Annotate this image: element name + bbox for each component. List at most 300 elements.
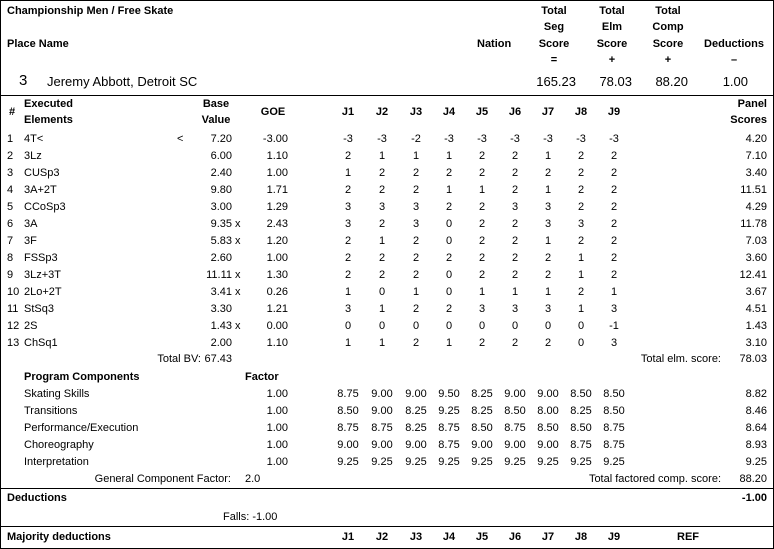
- element-name: 2S: [24, 320, 38, 332]
- component-name: Performance/Execution: [24, 422, 139, 434]
- component-judge-score: 9.25: [438, 405, 460, 417]
- element-judge-score: 0: [577, 337, 585, 349]
- element-judge-score: 2: [544, 269, 552, 281]
- element-bonus-flag: x: [235, 235, 241, 247]
- element-judge-score: 2: [511, 337, 519, 349]
- skater-segment-score: 165.23: [536, 74, 576, 89]
- majority-judge-1: J1: [341, 531, 355, 543]
- element-goe: 1.00: [266, 167, 288, 179]
- component-factor: 1.00: [266, 439, 288, 451]
- component-judge-score: 8.50: [603, 405, 625, 417]
- place-name-label: Place Name: [7, 38, 69, 50]
- element-judge-score: 3: [344, 218, 352, 230]
- judge-header-9: J9: [607, 106, 621, 118]
- total-bv-label: Total BV:: [157, 353, 201, 365]
- element-panel-score: 4.51: [745, 303, 767, 315]
- components-title: Program Components: [24, 371, 140, 383]
- element-judge-score: 3: [511, 201, 519, 213]
- element-number: 2: [7, 150, 14, 162]
- deductions-total: -1.00: [741, 492, 767, 504]
- component-judge-score: 8.50: [504, 405, 526, 417]
- component-name: Skating Skills: [24, 388, 90, 400]
- element-base-value: 11.11: [206, 269, 232, 281]
- element-judge-score: 2: [344, 184, 352, 196]
- component-judge-score: 8.50: [570, 422, 592, 434]
- element-judge-score: 0: [577, 320, 585, 332]
- element-judge-score: 0: [412, 320, 420, 332]
- element-number: 13: [7, 337, 20, 349]
- element-judge-score: 2: [610, 252, 618, 264]
- element-panel-score: 7.10: [745, 150, 767, 162]
- element-judge-score: -3: [343, 133, 353, 145]
- element-judge-score: 2: [412, 167, 420, 179]
- element-judge-score: 2: [344, 269, 352, 281]
- element-judge-score: -3: [609, 133, 619, 145]
- majority-ref-label: REF: [677, 531, 699, 543]
- element-judge-score: 1: [577, 269, 585, 281]
- element-bonus-flag: x: [235, 269, 241, 281]
- element-judge-score: 2: [577, 167, 585, 179]
- element-judge-score: 2: [412, 184, 420, 196]
- element-number: 5: [7, 201, 14, 213]
- element-name: 3A+2T: [24, 184, 57, 196]
- component-judge-score: 9.00: [405, 439, 427, 451]
- tes-label-2: Elm: [601, 21, 623, 33]
- element-judge-score: 1: [378, 235, 386, 247]
- element-number: 10: [7, 286, 20, 298]
- pcs-label-2: Comp: [652, 21, 684, 33]
- event-title: Championship Men / Free Skate: [7, 5, 174, 17]
- element-judge-score: 2: [577, 184, 585, 196]
- element-base-value: 9.80: [210, 184, 232, 196]
- element-judge-score: 3: [544, 201, 552, 213]
- element-judge-score: 3: [344, 303, 352, 315]
- component-judge-score: 9.25: [371, 456, 393, 468]
- element-panel-score: 12.41: [739, 269, 767, 281]
- element-judge-score: 1: [610, 286, 618, 298]
- component-judge-score: 9.00: [537, 439, 559, 451]
- element-bonus-flag: x: [235, 218, 241, 230]
- element-judge-score: 2: [511, 235, 519, 247]
- element-judge-score: 2: [378, 218, 386, 230]
- element-judge-score: 1: [344, 286, 352, 298]
- element-judge-score: 2: [610, 218, 618, 230]
- element-judge-score: 3: [577, 218, 585, 230]
- element-goe: 1.30: [266, 269, 288, 281]
- element-judge-score: 2: [577, 150, 585, 162]
- total-elm-value: 78.03: [739, 353, 767, 365]
- total-bv-value: 67.43: [204, 353, 232, 365]
- element-panel-score: 3.60: [745, 252, 767, 264]
- element-judge-score: 1: [378, 150, 386, 162]
- element-judge-score: 1: [544, 184, 552, 196]
- element-judge-score: 1: [445, 337, 453, 349]
- element-judge-score: 1: [544, 150, 552, 162]
- component-judge-score: 9.25: [570, 456, 592, 468]
- element-judge-score: 1: [577, 252, 585, 264]
- element-base-value: 9.35: [210, 218, 232, 230]
- col-executed-label-2: Elements: [24, 114, 73, 126]
- component-name: Transitions: [24, 405, 78, 417]
- deductions-divider-bottom: [1, 526, 774, 527]
- element-judge-score: 1: [412, 150, 420, 162]
- component-judge-score: 9.00: [371, 439, 393, 451]
- component-judge-score: 8.25: [471, 388, 493, 400]
- element-judge-score: -2: [411, 133, 421, 145]
- element-goe: 1.21: [266, 303, 288, 315]
- component-panel-score: 8.82: [745, 388, 767, 400]
- element-judge-score: 1: [378, 337, 386, 349]
- pcs-label-1: Total: [655, 5, 681, 17]
- total-comp-value: 88.20: [739, 473, 767, 485]
- component-name: Choreography: [24, 439, 94, 451]
- element-judge-score: 2: [610, 167, 618, 179]
- element-goe: 1.20: [266, 235, 288, 247]
- element-judge-score: 2: [412, 252, 420, 264]
- element-name: 3F: [24, 235, 37, 247]
- element-goe: 1.71: [266, 184, 288, 196]
- element-panel-score: 3.10: [745, 337, 767, 349]
- element-judge-score: 3: [412, 218, 420, 230]
- component-judge-score: 8.25: [405, 405, 427, 417]
- element-judge-score: 2: [610, 150, 618, 162]
- element-judge-score: 1: [412, 286, 420, 298]
- component-judge-score: 8.75: [371, 422, 393, 434]
- element-judge-score: 3: [544, 303, 552, 315]
- falls-deduction: Falls: -1.00: [223, 511, 278, 523]
- element-judge-score: 1: [544, 235, 552, 247]
- element-judge-score: 0: [445, 235, 453, 247]
- component-judge-score: 8.25: [570, 405, 592, 417]
- component-judge-score: 9.25: [438, 456, 460, 468]
- component-judge-score: 9.00: [504, 388, 526, 400]
- element-judge-score: 2: [577, 235, 585, 247]
- element-judge-score: 1: [577, 303, 585, 315]
- element-base-value: 2.00: [210, 337, 232, 349]
- element-judge-score: 2: [478, 201, 486, 213]
- element-judge-score: 1: [511, 286, 519, 298]
- component-judge-score: 9.25: [337, 456, 359, 468]
- element-base-value: 6.00: [210, 150, 232, 162]
- element-panel-score: 11.51: [740, 184, 767, 196]
- skater-component-score: 88.20: [655, 74, 688, 89]
- element-judge-score: -3: [543, 133, 553, 145]
- element-judge-score: 1: [478, 184, 486, 196]
- element-judge-score: 0: [378, 320, 386, 332]
- judge-header-3: J3: [409, 106, 423, 118]
- skater-place: 3: [19, 72, 28, 89]
- element-judge-score: 2: [511, 252, 519, 264]
- component-judge-score: 8.75: [570, 439, 592, 451]
- element-judge-score: 2: [544, 252, 552, 264]
- component-judge-score: 9.00: [337, 439, 359, 451]
- element-judge-score: 1: [445, 150, 453, 162]
- element-judge-score: 2: [511, 184, 519, 196]
- col-goe-label: GOE: [260, 106, 286, 118]
- majority-deductions-label: Majority deductions: [7, 531, 111, 543]
- element-judge-score: 1: [344, 337, 352, 349]
- majority-judge-9: J9: [607, 531, 621, 543]
- element-name: FSSp3: [24, 252, 58, 264]
- element-judge-score: 0: [511, 320, 519, 332]
- component-judge-score: 9.25: [504, 456, 526, 468]
- element-judge-score: 1: [478, 286, 486, 298]
- nation-label: Nation: [477, 38, 512, 50]
- header-divider: [1, 95, 774, 96]
- element-judge-score: 3: [610, 337, 618, 349]
- element-judge-score: -1: [609, 320, 619, 332]
- element-judge-score: 0: [445, 269, 453, 281]
- element-number: 8: [7, 252, 14, 264]
- element-name: CCoSp3: [24, 201, 66, 213]
- components-factor-label: Factor: [245, 371, 279, 383]
- element-number: 6: [7, 218, 14, 230]
- component-panel-score: 8.64: [745, 422, 767, 434]
- component-judge-score: 9.25: [471, 456, 493, 468]
- component-name: Interpretation: [24, 456, 89, 468]
- ded-label-2: –: [730, 54, 738, 66]
- element-base-value: 2.60: [210, 252, 232, 264]
- element-base-value: 7.20: [210, 133, 232, 145]
- element-base-value: 3.41: [210, 286, 232, 298]
- element-judge-score: 2: [478, 252, 486, 264]
- element-judge-score: 2: [445, 252, 453, 264]
- majority-judge-2: J2: [375, 531, 389, 543]
- element-number: 12: [7, 320, 20, 332]
- element-goe: 0.26: [266, 286, 288, 298]
- tes-label-3: Score: [596, 38, 628, 50]
- element-panel-score: 1.43: [745, 320, 767, 332]
- element-judge-score: 3: [378, 201, 386, 213]
- element-judge-score: 3: [478, 303, 486, 315]
- element-goe: 1.10: [266, 150, 288, 162]
- element-goe: 1.00: [266, 252, 288, 264]
- element-judge-score: 2: [478, 337, 486, 349]
- component-judge-score: 8.50: [537, 422, 559, 434]
- col-panel-label-2: Scores: [730, 114, 767, 126]
- element-judge-score: 1: [344, 167, 352, 179]
- element-judge-score: 3: [412, 201, 420, 213]
- component-judge-score: 9.25: [537, 456, 559, 468]
- element-judge-score: 2: [412, 235, 420, 247]
- element-judge-score: 0: [445, 320, 453, 332]
- component-factor: 1.00: [266, 388, 288, 400]
- tes-label-1: Total: [599, 5, 625, 17]
- element-name: 2Lo+2T: [24, 286, 62, 298]
- element-judge-score: 1: [378, 303, 386, 315]
- component-factor: 1.00: [266, 422, 288, 434]
- component-judge-score: 8.75: [337, 388, 359, 400]
- element-judge-score: 0: [478, 320, 486, 332]
- element-panel-score: 3.40: [745, 167, 767, 179]
- element-judge-score: -3: [576, 133, 586, 145]
- component-judge-score: 8.75: [337, 422, 359, 434]
- component-judge-score: 8.75: [438, 422, 460, 434]
- component-judge-score: 8.75: [603, 439, 625, 451]
- element-judge-score: 0: [344, 320, 352, 332]
- element-judge-score: 3: [344, 201, 352, 213]
- element-judge-score: 2: [511, 167, 519, 179]
- component-judge-score: 8.25: [471, 405, 493, 417]
- element-judge-score: 2: [412, 269, 420, 281]
- element-judge-score: 2: [544, 337, 552, 349]
- component-judge-score: 8.50: [337, 405, 359, 417]
- pcs-label-4: +: [664, 54, 672, 66]
- skater-element-score: 78.03: [599, 74, 632, 89]
- element-name: 3A: [24, 218, 38, 230]
- element-judge-score: 2: [412, 337, 420, 349]
- skater-name: Jeremy Abbott, Detroit SC: [47, 74, 198, 89]
- element-panel-score: 4.20: [745, 133, 767, 145]
- element-judge-score: 2: [511, 269, 519, 281]
- element-base-value: 5.83: [210, 235, 232, 247]
- component-judge-score: 9.00: [471, 439, 493, 451]
- element-goe: 0.00: [266, 320, 288, 332]
- element-judge-score: 2: [511, 150, 519, 162]
- element-goe: 2.43: [266, 218, 288, 230]
- element-panel-score: 7.03: [745, 235, 767, 247]
- component-judge-score: 8.25: [405, 422, 427, 434]
- element-judge-score: -3: [444, 133, 454, 145]
- element-judge-score: 1: [544, 286, 552, 298]
- component-panel-score: 8.93: [745, 439, 767, 451]
- component-judge-score: 9.25: [603, 456, 625, 468]
- gcf-label: General Component Factor:: [94, 473, 231, 485]
- component-judge-score: 8.75: [603, 422, 625, 434]
- tes-label-4: +: [608, 54, 616, 66]
- element-name: CUSp3: [24, 167, 60, 179]
- total-elm-label: Total elm. score:: [640, 353, 721, 365]
- element-judge-score: 2: [378, 252, 386, 264]
- tss-label-4: =: [550, 54, 558, 66]
- element-number: 7: [7, 235, 14, 247]
- element-judge-score: 2: [478, 235, 486, 247]
- element-number: 1: [7, 133, 14, 145]
- component-judge-score: 9.00: [405, 388, 427, 400]
- element-judge-score: 2: [511, 218, 519, 230]
- tss-label-3: Score: [538, 38, 570, 50]
- element-judge-score: 0: [544, 320, 552, 332]
- element-number: 9: [7, 269, 14, 281]
- element-judge-score: 2: [378, 184, 386, 196]
- majority-judge-7: J7: [541, 531, 555, 543]
- element-judge-score: -3: [510, 133, 520, 145]
- component-judge-score: 8.50: [570, 388, 592, 400]
- element-judge-score: 2: [478, 167, 486, 179]
- element-judge-score: 2: [478, 269, 486, 281]
- element-judge-score: 2: [378, 269, 386, 281]
- element-judge-score: 0: [378, 286, 386, 298]
- judge-header-7: J7: [541, 106, 555, 118]
- judge-header-1: J1: [341, 106, 355, 118]
- element-base-value: 3.00: [210, 201, 232, 213]
- component-factor: 1.00: [266, 405, 288, 417]
- element-judge-score: 2: [445, 167, 453, 179]
- component-judge-score: 9.50: [438, 388, 460, 400]
- element-judge-score: 2: [478, 150, 486, 162]
- total-comp-label: Total factored comp. score:: [588, 473, 721, 485]
- element-panel-score: 4.29: [745, 201, 767, 213]
- element-judge-score: 3: [544, 218, 552, 230]
- element-base-value: 3.30: [210, 303, 232, 315]
- component-judge-score: 8.50: [471, 422, 493, 434]
- element-name: StSq3: [24, 303, 54, 315]
- component-judge-score: 8.75: [438, 439, 460, 451]
- component-judge-score: 9.00: [504, 439, 526, 451]
- skater-deductions: 1.00: [722, 74, 748, 89]
- col-executed-label-1: Executed: [24, 98, 73, 110]
- element-goe: 1.10: [266, 337, 288, 349]
- component-panel-score: 8.46: [745, 405, 767, 417]
- deductions-divider-top: [1, 488, 774, 489]
- judge-header-2: J2: [375, 106, 389, 118]
- deductions-label: Deductions: [7, 492, 67, 504]
- judge-header-5: J5: [475, 106, 489, 118]
- element-judge-score: 0: [445, 286, 453, 298]
- component-judge-score: 9.00: [371, 388, 393, 400]
- majority-judge-8: J8: [574, 531, 588, 543]
- component-judge-score: 8.50: [603, 388, 625, 400]
- judge-header-4: J4: [442, 106, 456, 118]
- element-judge-score: 2: [610, 235, 618, 247]
- element-name: ChSq1: [24, 337, 58, 349]
- element-judge-score: 2: [610, 269, 618, 281]
- element-judge-score: 2: [445, 201, 453, 213]
- col-base-label-2: Value: [201, 114, 231, 126]
- element-goe: -3.00: [262, 133, 288, 145]
- element-judge-score: 2: [344, 235, 352, 247]
- element-bonus-flag: x: [235, 286, 241, 298]
- judge-header-6: J6: [508, 106, 522, 118]
- judge-header-8: J8: [574, 106, 588, 118]
- element-name: 3Lz: [24, 150, 42, 162]
- element-judge-score: 3: [610, 303, 618, 315]
- element-info-flag: <: [177, 133, 184, 145]
- element-name: 3Lz+3T: [24, 269, 61, 281]
- element-judge-score: 2: [478, 218, 486, 230]
- element-judge-score: 2: [344, 252, 352, 264]
- majority-judge-3: J3: [409, 531, 423, 543]
- element-judge-score: 3: [511, 303, 519, 315]
- ded-label-1: Deductions: [704, 38, 764, 50]
- element-number: 11: [7, 303, 19, 315]
- element-panel-score: 3.67: [745, 286, 767, 298]
- component-judge-score: 9.00: [371, 405, 393, 417]
- element-number: 3: [7, 167, 14, 179]
- element-judge-score: 2: [577, 201, 585, 213]
- element-judge-score: 2: [412, 303, 420, 315]
- element-judge-score: 2: [344, 150, 352, 162]
- element-panel-score: 11.78: [740, 218, 767, 230]
- tss-label-1: Total: [541, 5, 567, 17]
- component-panel-score: 9.25: [745, 456, 767, 468]
- element-judge-score: 2: [610, 201, 618, 213]
- element-bonus-flag: x: [235, 320, 241, 332]
- element-judge-score: 0: [445, 218, 453, 230]
- element-name: 4T<: [24, 133, 44, 145]
- component-factor: 1.00: [266, 456, 288, 468]
- majority-judge-4: J4: [442, 531, 456, 543]
- col-base-label-1: Base: [202, 98, 230, 110]
- element-number: 4: [7, 184, 14, 196]
- element-base-value: 2.40: [210, 167, 232, 179]
- gcf-value: 2.0: [245, 473, 261, 485]
- element-base-value: 1.43: [210, 320, 232, 332]
- element-judge-score: 2: [378, 167, 386, 179]
- element-goe: 1.29: [266, 201, 288, 213]
- element-judge-score: -3: [377, 133, 387, 145]
- element-judge-score: 2: [445, 303, 453, 315]
